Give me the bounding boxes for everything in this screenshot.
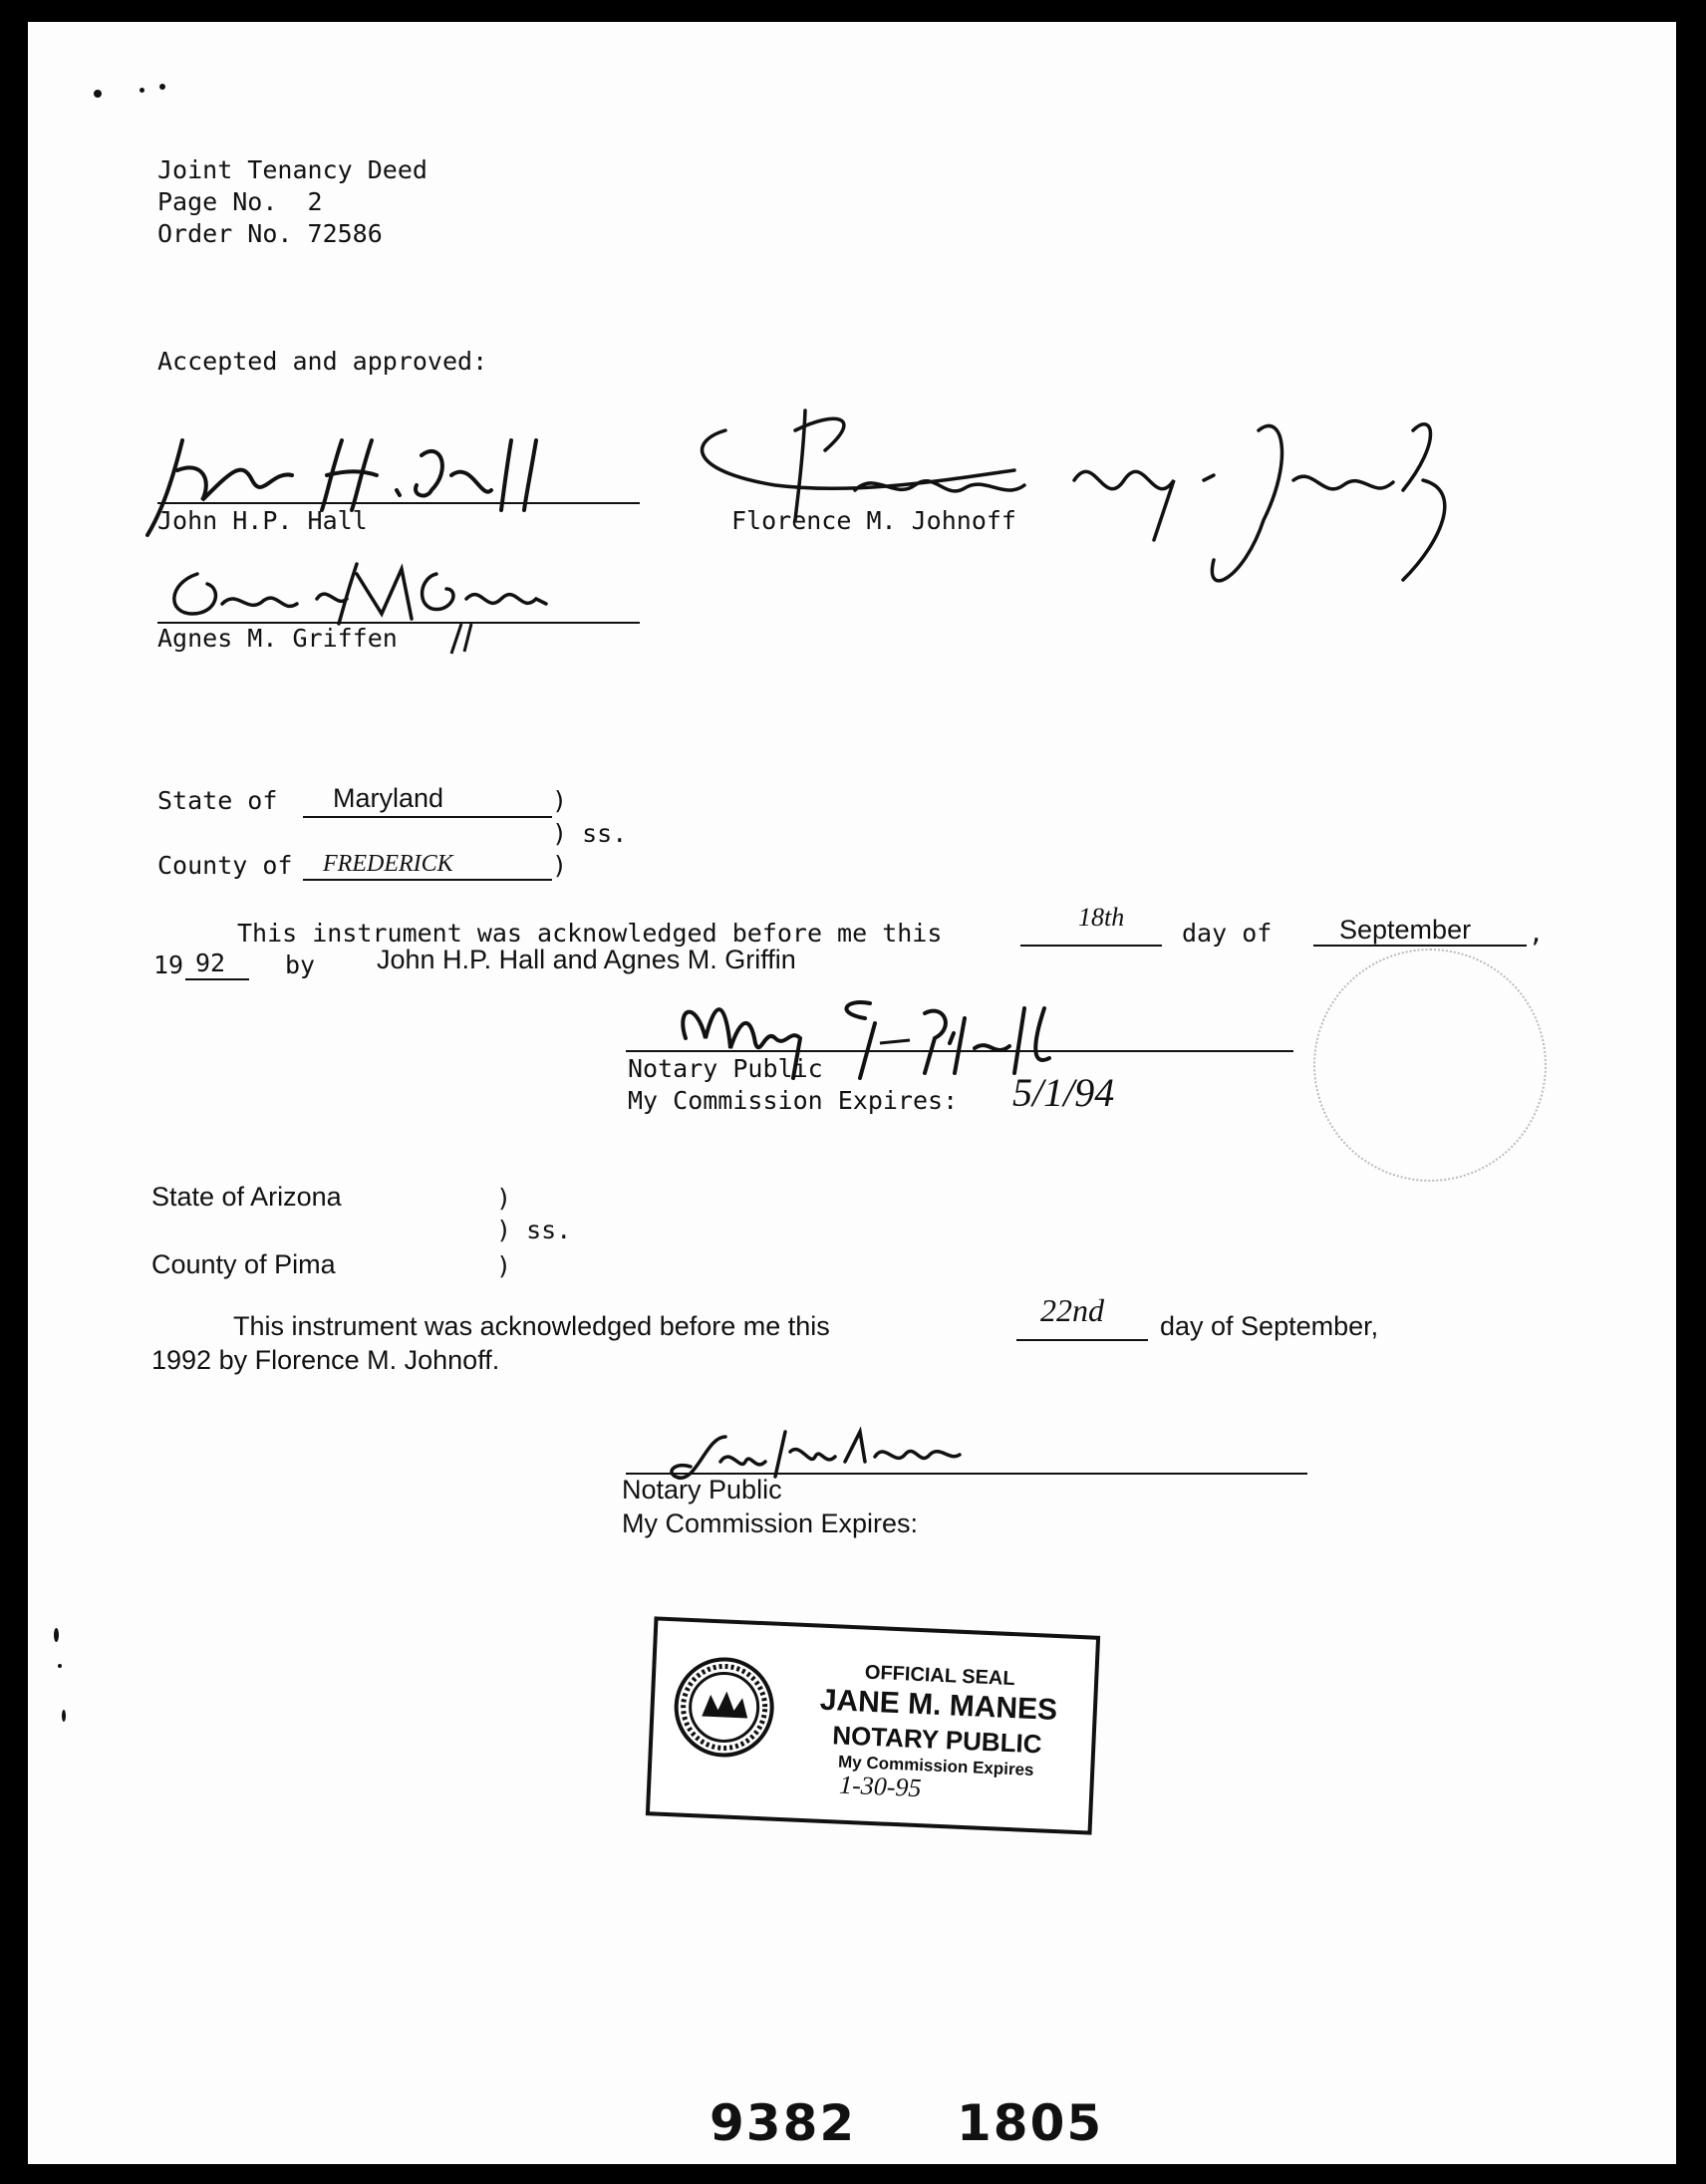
notary1-signature-line — [626, 1050, 1293, 1052]
stamp-expires-label: My Commission Expires — [837, 1752, 1034, 1780]
notary2-expires-label: My Commission Expires: — [622, 1508, 919, 1538]
ack1-day: 18th — [1078, 903, 1125, 932]
state2-paren: ) — [496, 1184, 512, 1213]
state-value: Maryland — [333, 783, 444, 813]
hall-signature-line — [157, 502, 640, 504]
johnoff-signature — [686, 371, 1473, 614]
county-paren: ) — [552, 851, 568, 880]
notary1-expires-label: My Commission Expires: — [628, 1086, 959, 1115]
ack1-by: by — [285, 951, 316, 979]
johnoff-name: Florence M. Johnoff — [731, 506, 1016, 535]
order-number: Order No. 72586 — [157, 219, 383, 248]
stamp-title: OFFICIAL SEAL — [864, 1661, 1016, 1691]
ack2-line2: 1992 by Florence M. Johnoff. — [151, 1345, 500, 1375]
state-value-line — [303, 816, 552, 818]
county2-line: County of Pima — [151, 1249, 336, 1279]
county-label: County of — [157, 851, 293, 880]
scan-speck — [94, 90, 102, 98]
ack2-day-line — [1016, 1339, 1148, 1341]
state2-line: State of Arizona — [151, 1182, 342, 1212]
ack2-day: 22nd — [1040, 1292, 1104, 1328]
notary1-expires-value: 5/1/94 — [1012, 1070, 1115, 1115]
ss2-marker: ) ss. — [496, 1216, 572, 1244]
scan-speck — [54, 1628, 59, 1642]
county-value-line — [303, 879, 552, 881]
ss-marker: ) ss. — [552, 819, 628, 848]
notary2-label: Notary Public — [622, 1475, 782, 1504]
scan-speck — [62, 1710, 66, 1722]
footer-left-number: 9382 — [710, 2094, 857, 2152]
ack1-day-line — [1020, 945, 1162, 947]
ack1-day-of: day of — [1182, 919, 1273, 948]
ack1-year-line — [185, 978, 249, 980]
page-number: Page No. 2 — [157, 187, 323, 216]
ack1-comma: , — [1529, 919, 1545, 948]
document-page — [28, 22, 1676, 2164]
state-label: State of — [157, 786, 278, 815]
document-title: Joint Tenancy Deed — [157, 155, 427, 184]
embossed-seal — [1313, 949, 1547, 1182]
ack2-day-of-month: day of September, — [1160, 1311, 1379, 1341]
notary1-label: Notary Public — [628, 1054, 823, 1083]
scan-speck — [58, 1664, 62, 1668]
county2-paren: ) — [496, 1251, 512, 1280]
ack1-month-line — [1313, 945, 1527, 947]
ack1-year: 92 — [195, 949, 226, 977]
scan-speck — [159, 84, 165, 90]
stamp-name: JANE M. MANES — [819, 1683, 1058, 1728]
ack1-month: September — [1339, 915, 1472, 945]
ack1-text: This instrument was acknowledged before me this — [237, 919, 943, 948]
accepted-label: Accepted and approved: — [157, 347, 488, 376]
footer-right-number: 1805 — [957, 2094, 1104, 2152]
notary-seal-icon — [670, 1653, 777, 1761]
ack2-text: This instrument was acknowledged before me this — [233, 1311, 830, 1341]
ack1-parties: John H.P. Hall and Agnes M. Griffin — [377, 945, 796, 974]
state-paren: ) — [552, 786, 568, 815]
stamp-role: NOTARY PUBLIC — [831, 1720, 1043, 1760]
hall-name: John H.P. Hall — [157, 506, 368, 535]
scan-speck — [140, 88, 144, 93]
stamp-expires-value: 1-30-95 — [838, 1770, 923, 1803]
county-value: FREDERICK — [323, 851, 453, 877]
official-seal-stamp — [646, 1616, 1100, 1834]
ack1-year-prefix: 19 — [153, 951, 184, 979]
griffen-name: Agnes M. Griffen — [157, 624, 398, 653]
